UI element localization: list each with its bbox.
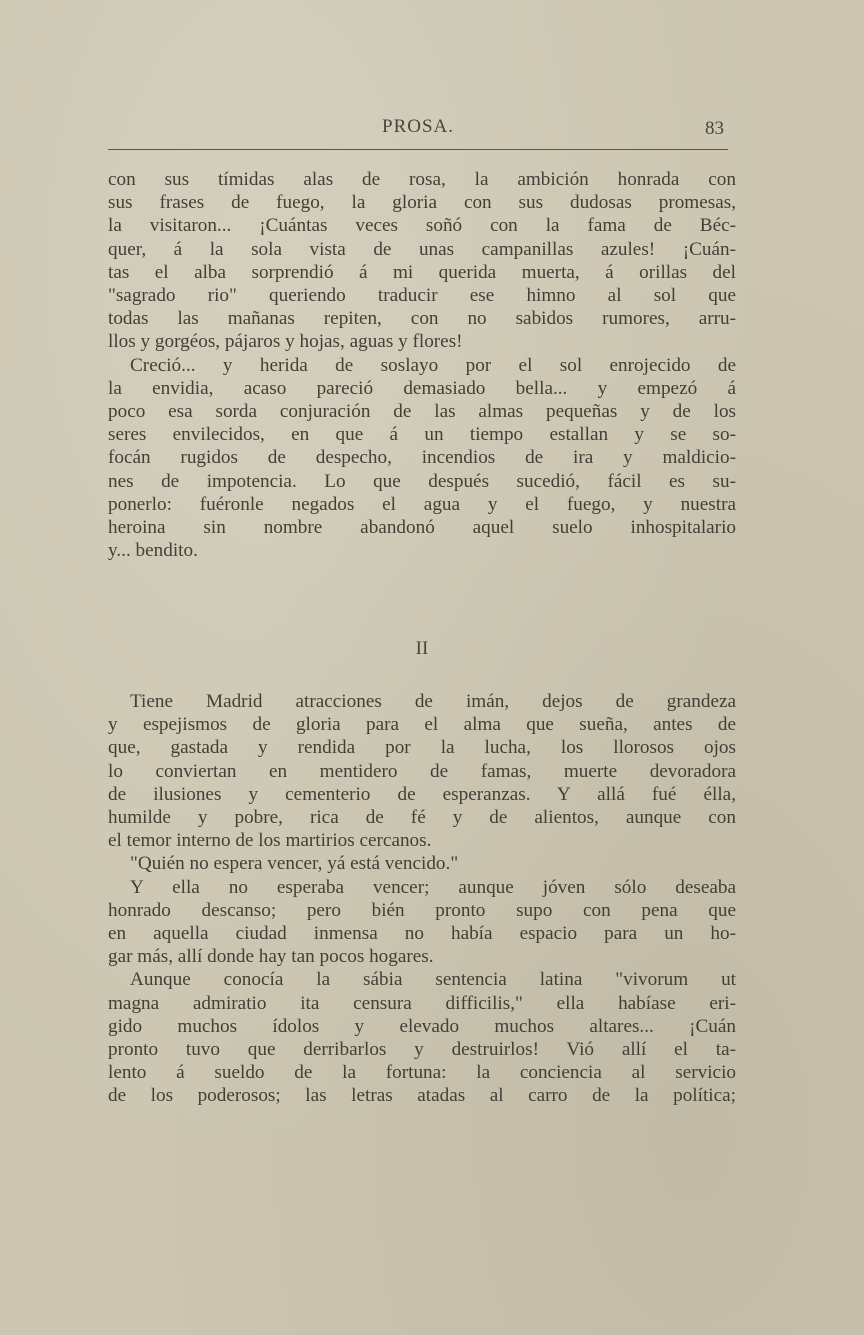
text-line: Aunque conocía la sábia sentencia latina "vivorum ut [130, 969, 736, 991]
text-line: y espejismos de gloria para el alma que sueña, antes de [108, 714, 736, 736]
text-line: gar más, allí donde hay tan pocos hogares. [108, 946, 434, 968]
text-line: la visitaron... ¡Cuántas veces soñó con la fama de Béc- [108, 215, 736, 237]
text-line: sus frases de fuego, la gloria con sus dudosas promesas, [108, 192, 736, 214]
text-line: honrado descanso; pero bién pronto supo con pena que [108, 899, 736, 921]
text-block-section-1 [108, 168, 736, 562]
running-head-title: PROSA. [382, 116, 454, 137]
text-line: heroina sin nombre abandonó aquel suelo inhospitalario [108, 517, 736, 539]
text-line: lo conviertan en mentidero de famas, muerte devoradora [108, 760, 736, 782]
text-line: Tiene Madrid atracciones de imán, dejos de grandeza [130, 691, 736, 712]
text-line: pronto tuvo que derribarlos y destruirlos! Vió allí el ta- [108, 1039, 736, 1061]
header-rule [108, 149, 728, 150]
paragraph-4-quote [108, 852, 736, 875]
text-line: en aquella ciudad inmensa no había espacio para un ho- [108, 923, 736, 945]
text-line: Y ella no esperaba vencer; aunque jóven sólo deseaba [130, 876, 736, 898]
text-line: humilde y pobre, rica de fé y de alientos, aunque con [108, 807, 736, 829]
text-line: llos y gorgéos, pájaros y hojas, aguas y flores! [108, 331, 463, 353]
paragraph-5 [108, 876, 736, 969]
text-line: quer, á la sola vista de unas campanillas azules! ¡Cuán- [108, 238, 736, 260]
text-line: "sagrado rio" queriendo traducir ese himno al sol que [108, 285, 736, 307]
text-line: la envidia, acaso pareció demasiado bella... y empezó á [108, 377, 736, 399]
text-line: todas las mañanas repiten, con no sabidos rumores, arru- [108, 308, 736, 330]
paragraph-6 [108, 968, 736, 1107]
text-line: de ilusiones y cementerio de esperanzas. Y allá fué élla, [108, 783, 736, 805]
text-line: poco esa sorda conjuración de las almas pequeñas y de los [108, 401, 736, 423]
text-line: "Quién no espera vencer, yá está vencido." [130, 853, 459, 875]
text-line: el temor interno de los martirios cercanos. [108, 830, 432, 852]
text-line: seres envilecidos, en que á un tiempo estallan y se so- [108, 424, 736, 446]
text-line: gido muchos ídolos y elevado muchos altares... ¡Cuán [108, 1015, 736, 1037]
text-line: y... bendito. [108, 540, 198, 562]
text-line: ponerlo: fuéronle negados el agua y el fuego, y nuestra [108, 493, 736, 515]
running-head [108, 116, 728, 148]
paragraph-1 [108, 168, 736, 354]
paragraph-2 [108, 354, 736, 563]
text-line: que, gastada y rendida por la lucha, los llorosos ojos [108, 737, 736, 759]
text-line: lento á sueldo de la fortuna: la conciencia al servicio [108, 1062, 736, 1084]
text-line: con sus tímidas alas de rosa, la ambición honrada con [108, 169, 736, 190]
text-line: Creció... y herida de soslayo por el sol enrojecido de [130, 354, 736, 376]
page-number: 83 [705, 118, 724, 139]
section-heading: II [415, 638, 429, 659]
text-line: magna admiratio ita censura difficilis," ella habíase eri- [108, 992, 736, 1014]
text-block-section-2 [108, 690, 736, 1108]
text-line: focán rugidos de despecho, incendios de ira y maldicio- [108, 447, 736, 469]
text-line: de los poderosos; las letras atadas al carro de la política; [108, 1085, 736, 1107]
paragraph-3 [108, 690, 736, 852]
text-line: tas el alba sorprendió á mi querida muerta, á orillas del [108, 261, 736, 283]
text-line: nes de impotencia. Lo que después sucedió, fácil es su- [108, 470, 736, 492]
